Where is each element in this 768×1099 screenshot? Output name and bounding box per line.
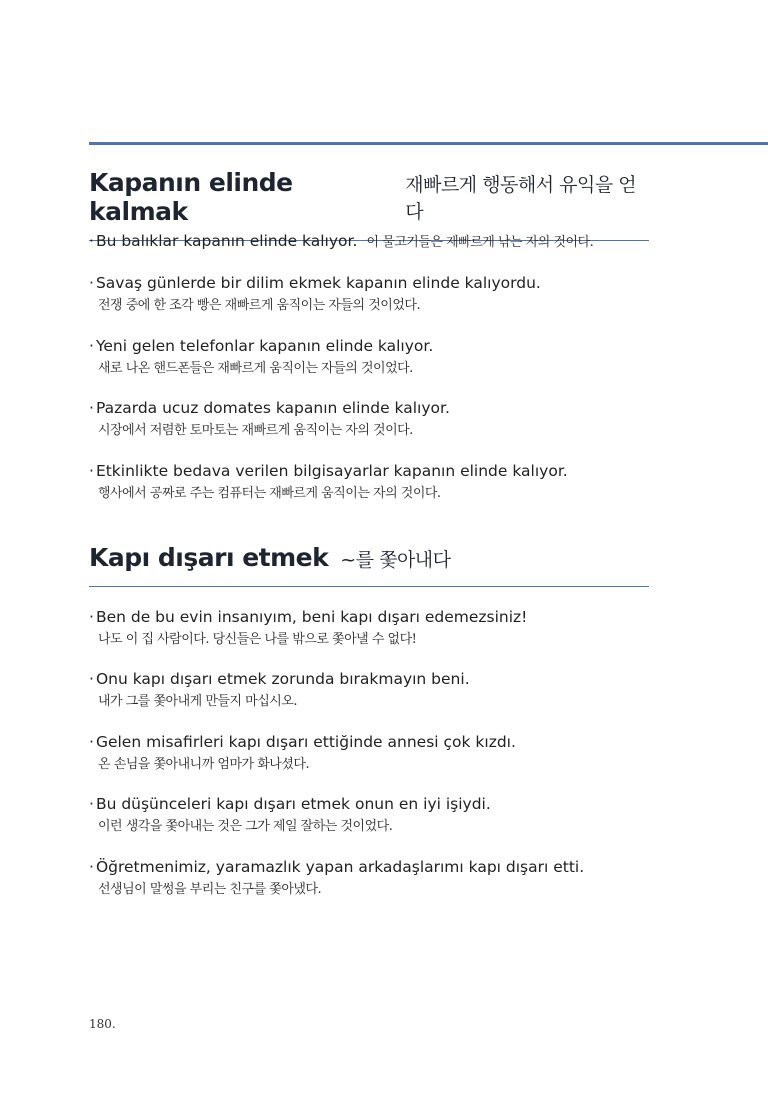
example-turkish-text: Yeni gelen telefonlar kapanın elinde kalıyor.	[95, 337, 434, 355]
example-2-5	[89, 857, 649, 897]
example-turkish-text: Ben de bu evin insanıyım, beni kapı dışarı edemezsiniz!	[95, 608, 528, 626]
example-korean: 행사에서 공짜로 주는 컴퓨터는 재빠르게 움직이는 자의 것이다.	[98, 486, 441, 501]
example-2-4	[89, 794, 649, 834]
example-turkish-text: Bu düşünceleri kapı dışarı etmek onun en iyi işiydi.	[95, 795, 491, 813]
idiom-meaning: 재빠르게 행동해서 유익을 얻다	[405, 174, 637, 223]
example-turkish	[89, 232, 357, 250]
bullet: ·	[89, 858, 94, 876]
idiom-meaning: ~를 쫓아내다	[340, 549, 451, 571]
example-turkish-text: Öğretmenimiz, yaramazlık yapan arkadaşlarımı kapı dışarı etti.	[95, 858, 585, 876]
example-korean: 이 물고기들은 재빠르게 낚는 자의 것이다.	[366, 235, 594, 250]
example-turkish	[89, 670, 470, 688]
bullet: ·	[89, 670, 94, 688]
bullet: ·	[89, 608, 94, 626]
example-turkish-text: Pazarda ucuz domates kapanın elinde kalıyor.	[95, 399, 450, 417]
idiom-title: Kapanın elinde kalmak	[89, 168, 293, 226]
example-korean: 선생님이 말썽을 부리는 친구를 쫓아냈다.	[98, 882, 322, 897]
example-turkish	[89, 337, 433, 355]
example-1-1	[89, 231, 649, 250]
example-korean: 온 손님을 쫓아내니까 엄마가 화나셨다.	[98, 757, 310, 772]
example-turkish-text: Etkinlikte bedava verilen bilgisayarlar kapanın elinde kalıyor.	[95, 462, 568, 480]
example-korean: 나도 이 집 사람이다. 당신들은 나를 밖으로 쫓아낼 수 없다!	[98, 632, 417, 647]
section-heading	[89, 543, 649, 587]
example-turkish-text: Gelen misafirleri kapı dışarı ettiğinde annesi çok kızdı.	[95, 733, 516, 751]
example-korean: 새로 나온 핸드폰들은 재빠르게 움직이는 자들의 것이었다.	[98, 361, 413, 376]
top-rule	[89, 142, 768, 145]
idiom-section-2	[89, 543, 649, 587]
example-korean: 전쟁 중에 한 조각 빵은 재빠르게 움직이는 자들의 것이었다.	[98, 298, 421, 313]
bullet: ·	[89, 733, 94, 751]
bullet: ·	[89, 274, 94, 292]
example-turkish-text: Bu balıklar kapanın elinde kalıyor.	[95, 232, 358, 250]
example-2-1	[89, 607, 649, 647]
example-turkish	[89, 462, 568, 480]
example-korean: 시장에서 저렴한 토마토는 재빠르게 움직이는 자의 것이다.	[98, 423, 413, 438]
example-korean: 이런 생각을 쫓아내는 것은 그가 제일 잘하는 것이었다.	[98, 819, 393, 834]
example-turkish-text: Savaş günlerde bir dilim ekmek kapanın elinde kalıyordu.	[95, 274, 541, 292]
example-turkish	[89, 399, 450, 417]
page-number: 180.	[89, 1017, 116, 1031]
example-2-3	[89, 732, 649, 772]
example-1-4	[89, 398, 649, 438]
example-turkish-text: Onu kapı dışarı etmek zorunda bırakmayın beni.	[95, 670, 470, 688]
idiom-title: Kapı dışarı etmek	[89, 543, 329, 572]
bullet: ·	[89, 232, 94, 250]
bullet: ·	[89, 337, 94, 355]
example-1-2	[89, 273, 649, 313]
bullet: ·	[89, 795, 94, 813]
example-turkish	[89, 795, 491, 813]
bullet: ·	[89, 462, 94, 480]
bullet: ·	[89, 399, 94, 417]
example-turkish	[89, 733, 516, 751]
example-1-3	[89, 336, 649, 376]
example-korean: 내가 그를 쫓아내게 만들지 마십시오.	[98, 694, 298, 709]
example-turkish	[89, 858, 584, 876]
example-turkish	[89, 608, 527, 626]
example-turkish	[89, 274, 541, 292]
example-2-2	[89, 669, 649, 709]
example-1-5	[89, 461, 649, 501]
